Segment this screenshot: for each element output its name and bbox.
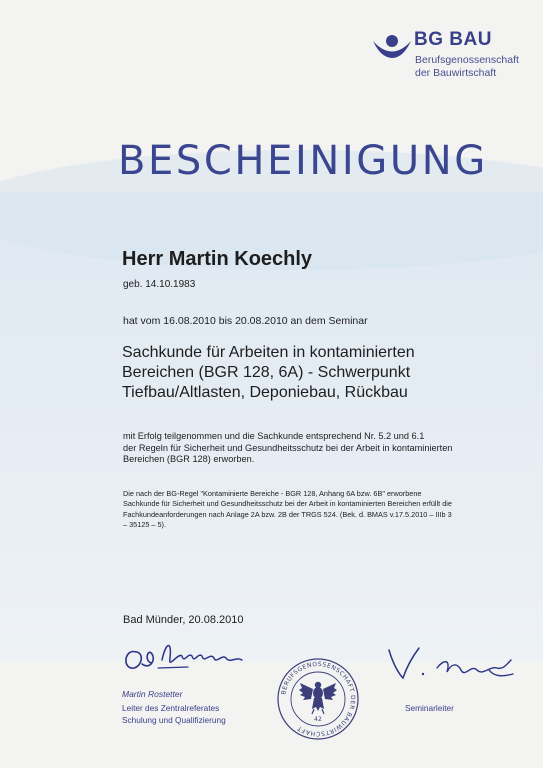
bg-bau-logo-icon [372,32,412,58]
course-title-line: Sachkunde für Arbeiten in kontaminierten [122,344,415,361]
regulation-note [123,489,452,531]
logo-subtitle-line1: Berufsgenossenschaft [415,54,519,66]
svg-text:42: 42 [314,716,322,723]
course-title-line: Bereichen (BGR 128, 6A) - Schwerpunkt [122,364,411,381]
seminar-period: hat vom 16.08.2010 bis 20.08.2010 an dem Seminar [123,315,368,327]
recipient-name: Herr Martin Koechly [122,248,313,270]
logo-name: BG BAU [414,29,492,50]
seminar-leader-label: Seminarleiter [405,703,454,713]
certificate-title: BESCHEINIGUNG [118,138,488,184]
result-statement [123,431,452,466]
course-title-line: Tiefbau/Altlasten, Deponiebau, Rückbau [122,384,408,401]
signatory-role-line2: Schulung und Qualifizierung [122,715,226,725]
svg-text:BERUFSGENOSSENSCHAFT DER BAUWI: BERUFSGENOSSENSCHAFT DER BAUWIRTSCHAFT [280,660,357,738]
note-line: Die nach der BG-Regel "Kontaminierte Bereiche - BGR 128, Anhang 6A bzw. 6B" erworbene [123,489,422,498]
bg-bau-logo [372,28,522,88]
recipient-birth-date: geb. 14.10.1983 [123,279,196,290]
result-line: der Regeln für Sicherheit und Gesundheitsschutz bei der Arbeit in kontaminierten [123,442,453,453]
note-line: Fachkundeanforderungen nach Anlage 2A bzw. 2B der TRGS 524. (Bek. d. BMAS v.17.5.2010 – IIIb 3 [123,509,452,519]
note-line: Sachkunde für Sicherheit und Gesundheitsschutz bei der Arbeit in kontaminierten Bereichen erfüllt die [123,499,452,509]
signatory-role-line1: Leiter des Zentralreferates [122,703,220,713]
federal-eagle-icon [299,682,337,714]
signatory-name: Martin Rostetter [122,689,183,699]
signature-rostetter [118,630,268,680]
note-line: – 35125 – 5). [123,520,167,530]
logo-subtitle-line2: der Bauwirtschaft [415,67,497,79]
result-line: Bereichen (BGR 128) erworben. [123,454,255,465]
result-line: mit Erfolg teilgenommen und die Sachkunde entsprechend Nr. 5.2 und 6.1 [123,431,425,441]
official-seal-stamp [276,657,360,741]
course-title [122,343,415,403]
signature-seminar-leader [385,640,525,690]
place-and-date: Bad Münder, 20.08.2010 [123,614,244,626]
